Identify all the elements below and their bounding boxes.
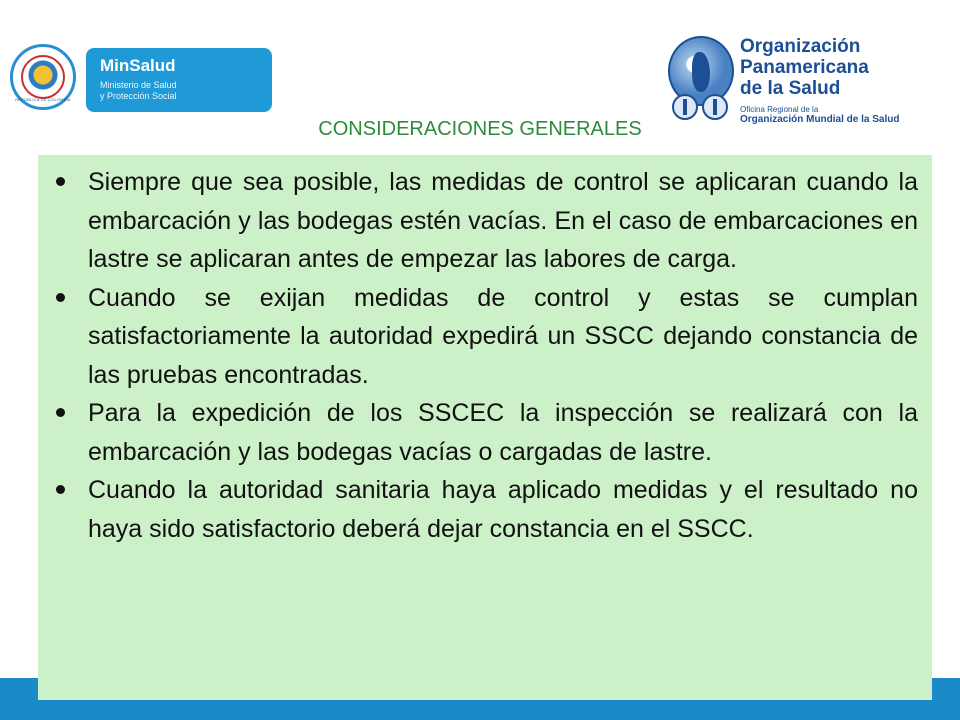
minsalud-subtitle-line1: Ministerio de Salud [100, 80, 177, 90]
ops-subtitle-line1: Oficina Regional de la [740, 105, 819, 114]
bullet-icon [56, 485, 65, 494]
ops-title-line2: Panamericana [740, 57, 869, 78]
colombia-seal-icon [10, 44, 76, 110]
section-heading: CONSIDERACIONES GENERALES [318, 118, 642, 140]
bullet-text: Siempre que sea posible, las medidas de control se aplicaran cuando la embarcación y las bodegas estén vacías. En el caso de embarcaciones en lastre se aplicaran antes de empezar las labores de carga. [88, 168, 918, 273]
seal-text: REPÚBLICA DE COLOMBIA [15, 97, 71, 102]
list-item [50, 471, 918, 548]
bullet-icon [56, 293, 65, 302]
minsalud-card [86, 48, 272, 112]
ops-title [740, 36, 869, 99]
bullet-list [50, 163, 918, 548]
bullet-text: Cuando se exijan medidas de control y estas se cumplan satisfactoriamente la autoridad expedirá un SSCC dejando constancia de las pruebas encontradas. [88, 283, 918, 389]
bullet-icon [56, 408, 65, 417]
ops-title-line1: Organización [740, 36, 861, 57]
list-item [50, 163, 918, 279]
paho-emblem-icon [672, 94, 698, 120]
americas-icon [692, 52, 710, 92]
coat-of-arms-icon [21, 55, 65, 99]
ops-logo [664, 32, 940, 132]
ops-title-line3: de la Salud [740, 78, 841, 99]
bullet-icon [56, 177, 65, 186]
content-panel [38, 155, 932, 700]
list-item [50, 394, 918, 471]
ops-subtitle-line2: Organización Mundial de la Salud [740, 114, 900, 125]
bullet-text: Cuando la autoridad sanitaria haya aplicado medidas y el resultado no haya sido satisfactorio deberá dejar constancia en el SSCC. [88, 476, 918, 543]
minsalud-subtitle [100, 80, 177, 102]
minsalud-logo [8, 42, 272, 114]
minsalud-name: MinSalud [100, 56, 176, 75]
bullet-text: Para la expedición de los SSCEC la inspección se realizará con la embarcación y las bodegas vacías o cargadas de lastre. [88, 399, 918, 466]
list-item [50, 279, 918, 395]
who-emblem-icon [702, 94, 728, 120]
minsalud-subtitle-line2: y Protección Social [100, 91, 177, 101]
